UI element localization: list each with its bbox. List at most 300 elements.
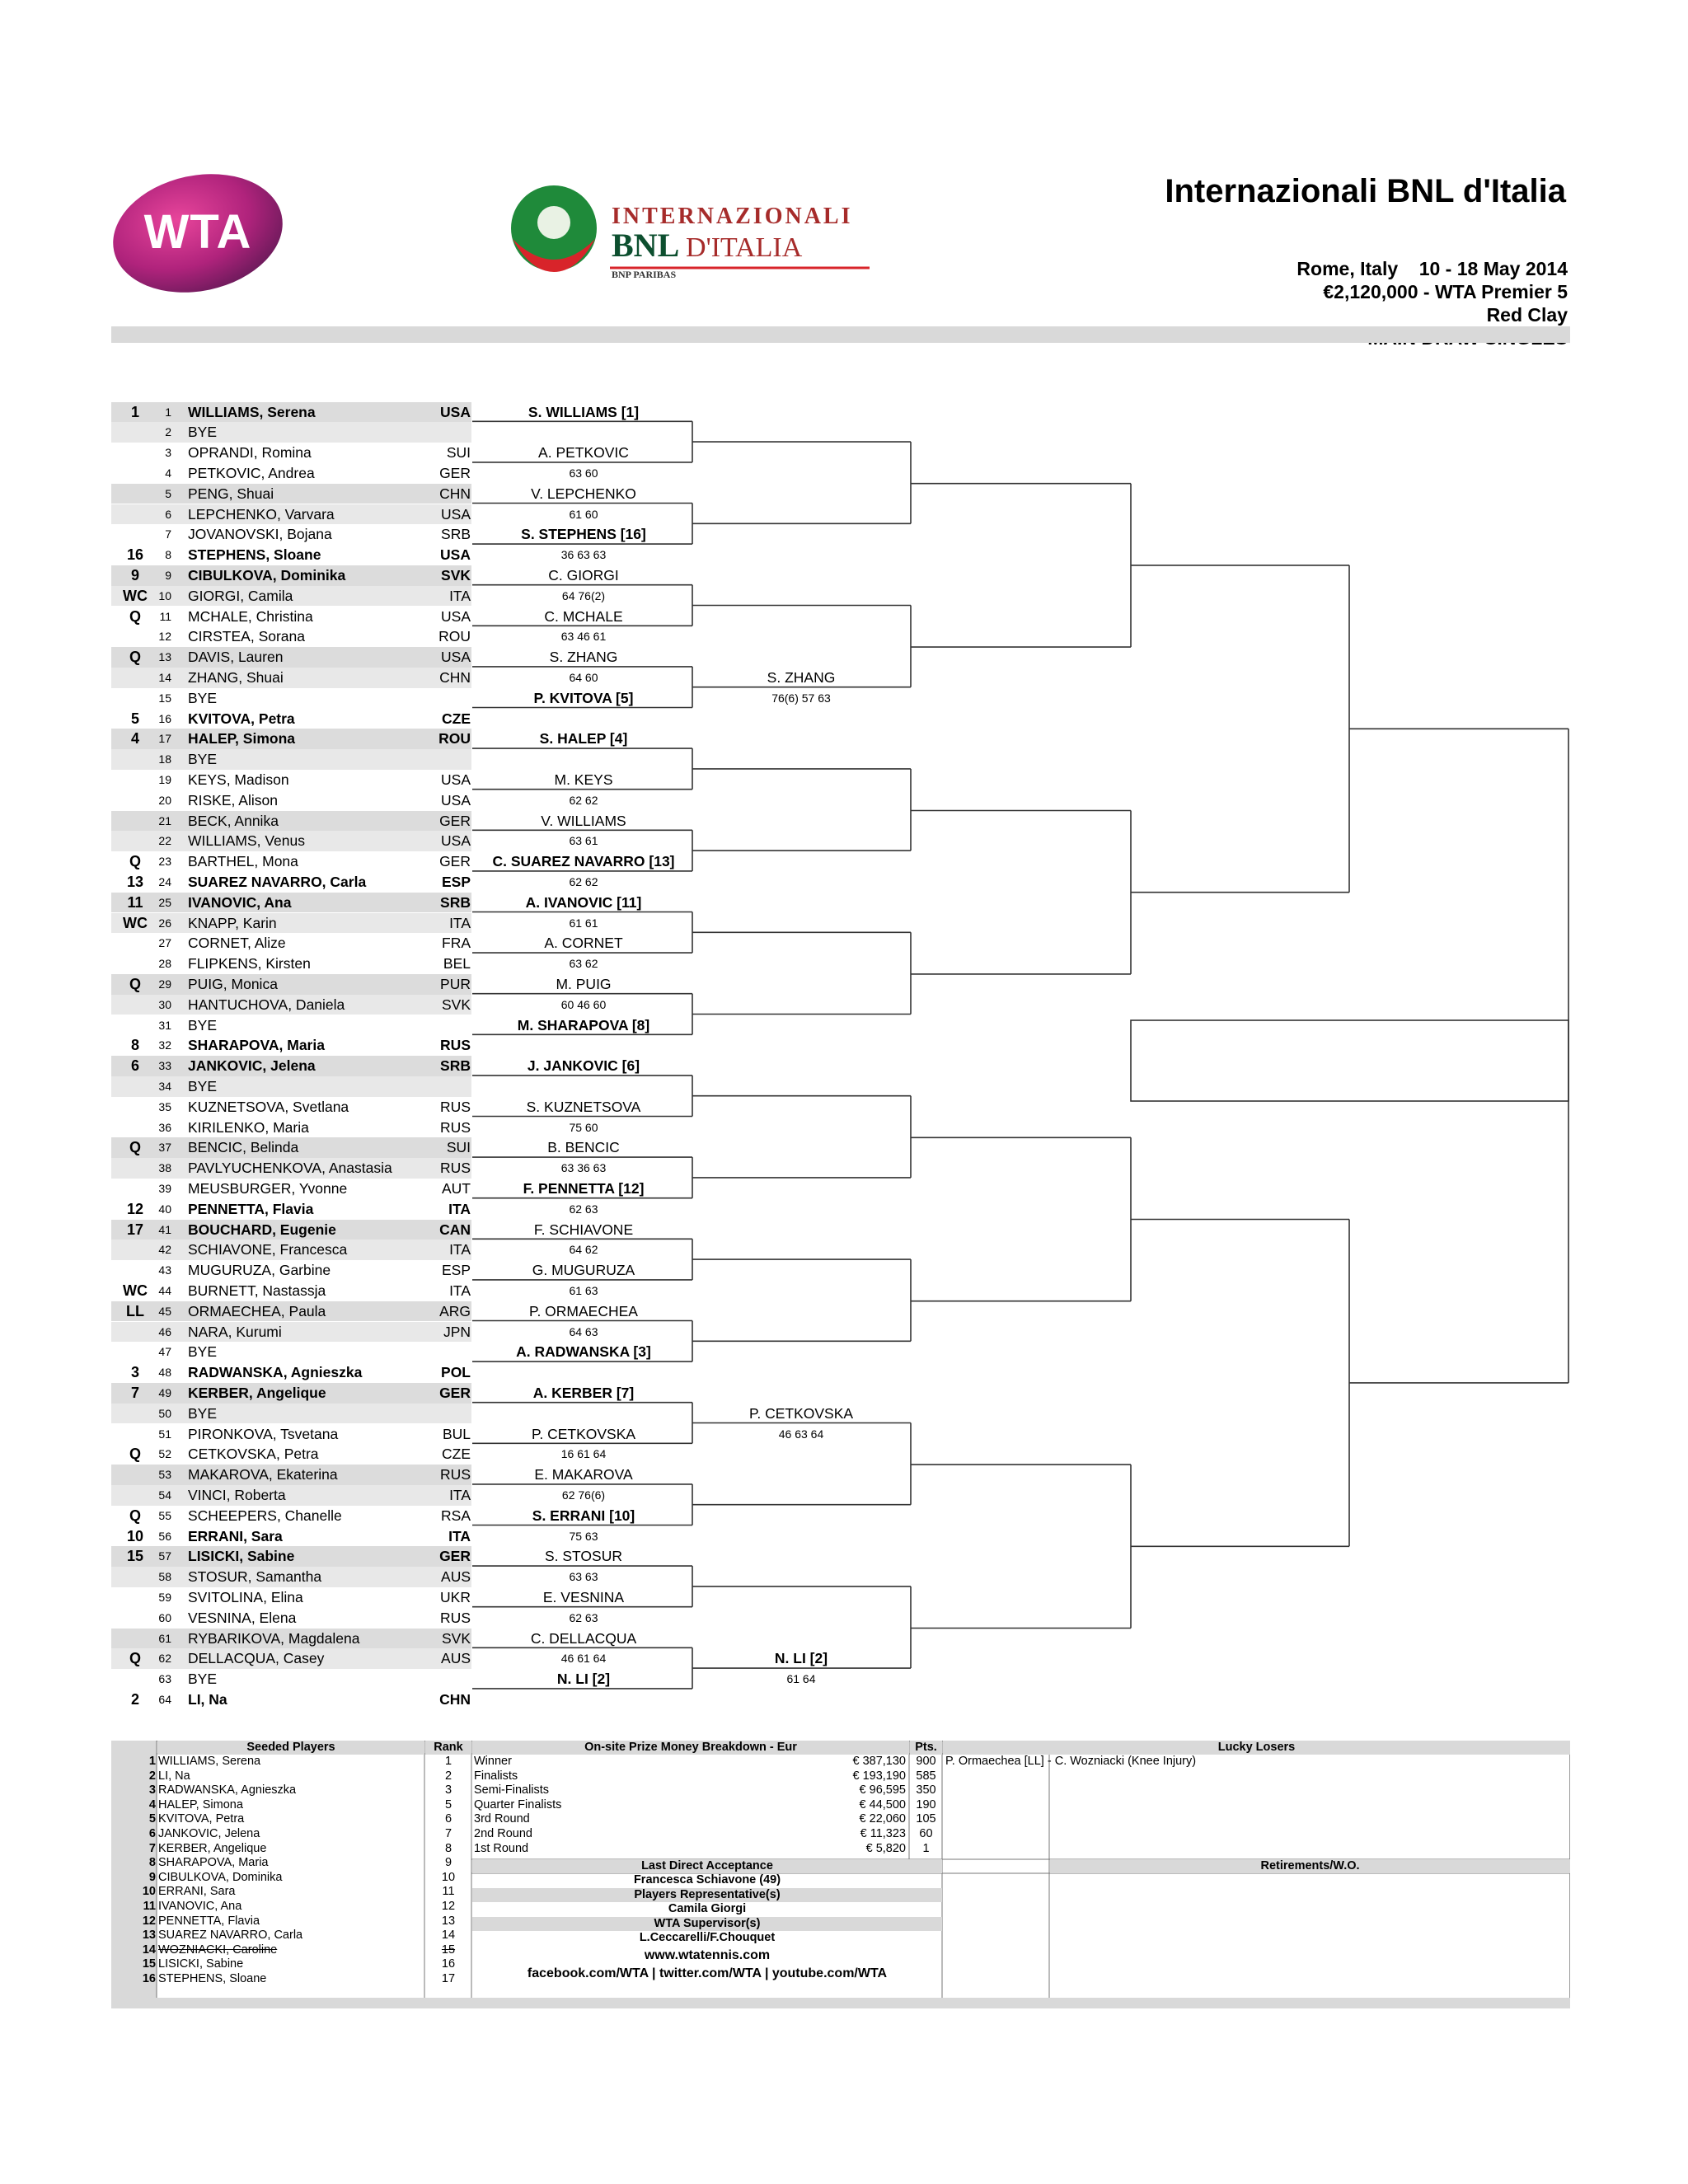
seed-rank: 1 — [444, 1755, 452, 1768]
player-country: RUS — [440, 1037, 471, 1054]
player-name: MCHALE, Christina — [188, 607, 313, 625]
seed-number: 9 — [148, 1870, 156, 1884]
tournament-logo-bnl: BNL — [612, 227, 678, 264]
player-country: ARG — [439, 1302, 471, 1319]
seed-label: 13 — [126, 873, 144, 890]
draw-position: 49 — [158, 1385, 171, 1399]
player-name: BENCIC, Belinda — [188, 1139, 299, 1156]
seed-rank: 16 — [441, 1957, 456, 1971]
draw-line — [0, 770, 478, 790]
seed-player: WOZNIACKI, Caroline — [158, 1943, 278, 1957]
draw-line — [0, 851, 478, 872]
player-country: ITA — [449, 1241, 471, 1258]
dates: 10 - 18 May 2014 — [1418, 258, 1568, 279]
player-country: ITA — [449, 587, 471, 604]
round1-winner: P. KVITOVA [5] — [533, 689, 634, 706]
tournament-logo-line1: INTERNAZIONALI — [612, 204, 853, 229]
prize-amount: € 387,130 — [852, 1755, 906, 1768]
player-country: ROU — [438, 628, 471, 645]
seed-rank: 10 — [441, 1870, 456, 1884]
draw-footer — [111, 1741, 1570, 2008]
player-name: WILLIAMS, Venus — [188, 832, 306, 850]
draw-position: 39 — [158, 1181, 171, 1195]
draw-line — [0, 1056, 478, 1076]
draw-line — [0, 1137, 478, 1158]
round1-winner: A. KERBER [7] — [532, 1384, 635, 1401]
retirements-label: Retirements/W.O. — [1050, 1859, 1570, 1873]
player-name: PENG, Shuai — [188, 485, 274, 502]
player-country: SVK — [441, 996, 471, 1013]
draw-position: 24 — [158, 874, 171, 888]
draw-position: 16 — [158, 711, 171, 725]
player-name: VESNINA, Elena — [188, 1609, 297, 1626]
draw-position: 52 — [158, 1447, 171, 1461]
draw-position: 11 — [159, 609, 171, 623]
round2-winner: N. LI [2] — [774, 1650, 828, 1667]
player-country: CZE — [442, 710, 471, 727]
player-country: USA — [441, 649, 471, 666]
seed-rank: 8 — [444, 1841, 452, 1855]
draw-line — [0, 607, 478, 627]
seed-player: WILLIAMS, Serena — [158, 1755, 261, 1768]
player-name: MUGURUZA, Garbine — [188, 1262, 331, 1279]
seed-number: 14 — [142, 1943, 156, 1957]
player-name: DELLACQUA, Casey — [188, 1650, 325, 1667]
player-country: GER — [439, 812, 471, 829]
draw-line — [0, 1118, 478, 1138]
draw-position: 62 — [158, 1652, 171, 1666]
player-country: ITA — [449, 1486, 471, 1503]
seed-label: WC — [123, 1282, 148, 1299]
draw-position: 41 — [158, 1222, 171, 1236]
round1-winner: A. RADWANSKA [3] — [516, 1343, 651, 1361]
round1-winner: P. CETKOVSKA — [531, 1425, 636, 1442]
draw-line — [0, 872, 478, 893]
draw-position: 50 — [158, 1406, 171, 1420]
prize-points: 105 — [916, 1812, 936, 1826]
seed-label: 3 — [130, 1364, 139, 1381]
pts-header: Pts. — [910, 1741, 942, 1755]
player-name: CORNET, Alize — [188, 935, 286, 952]
seed-player: SHARAPOVA, Maria — [158, 1856, 269, 1870]
player-country: JPN — [443, 1323, 471, 1340]
player-country: USA — [440, 403, 471, 420]
player-name: JOVANOVSKI, Bojana — [188, 526, 332, 543]
draw-line — [0, 1342, 478, 1362]
draw-line — [0, 1444, 478, 1465]
prize-points: 1 — [922, 1841, 930, 1855]
round1-winner: C. GIORGI — [548, 566, 619, 583]
supervisor-value: L.Ceccarelli/F.Chouquet — [639, 1931, 776, 1944]
player-country: SUI — [446, 1139, 471, 1156]
seed-rank: 3 — [444, 1783, 452, 1797]
seed-label: 9 — [130, 566, 139, 583]
draw-line — [0, 463, 478, 484]
draw-line — [0, 954, 478, 974]
prize-round: Semi-Finalists — [474, 1783, 550, 1797]
draw-line — [0, 688, 478, 709]
prize-points: 900 — [916, 1755, 936, 1768]
player-name: KNAPP, Karin — [188, 914, 277, 931]
round1-score: 64 63 — [569, 1324, 598, 1338]
draw-position: 38 — [158, 1161, 171, 1175]
seed-number: 5 — [148, 1812, 156, 1826]
draw-position: 6 — [165, 507, 171, 521]
location: Rome, Italy — [1296, 258, 1399, 279]
draw-position: 4 — [165, 466, 171, 480]
player-name: BYE — [188, 689, 218, 706]
player-name: LI, Na — [188, 1690, 227, 1708]
seed-label: WC — [123, 587, 148, 604]
player-country: USA — [441, 771, 471, 788]
player-name: PIRONKOVA, Tsvetana — [188, 1425, 339, 1442]
draw-line — [0, 1281, 478, 1301]
seeded-header: Seeded Players — [157, 1741, 424, 1755]
draw-position: 61 — [158, 1631, 171, 1645]
player-name: NARA, Kurumi — [188, 1323, 282, 1340]
round1-score: 60 46 60 — [560, 997, 607, 1011]
draw-position: 60 — [158, 1610, 171, 1624]
seed-player: KERBER, Angelique — [158, 1841, 267, 1855]
draw-position: 51 — [158, 1427, 171, 1441]
player-country: AUS — [441, 1650, 471, 1667]
round1-score: 62 63 — [569, 1610, 598, 1624]
player-country: AUS — [441, 1568, 471, 1586]
player-name: HALEP, Simona — [188, 730, 295, 748]
seed-player: JANKOVIC, Jelena — [158, 1827, 260, 1840]
lucky-losers: P. Ormaechea [LL] - C. Wozniacki (Knee Injury) — [945, 1755, 1197, 1768]
draw-line — [0, 668, 478, 688]
player-name: ORMAECHEA, Paula — [188, 1302, 326, 1319]
player-name: VINCI, Roberta — [188, 1486, 286, 1503]
seed-number: 4 — [148, 1797, 156, 1811]
draw-line — [0, 974, 478, 995]
player-name: BOUCHARD, Eugenie — [188, 1221, 336, 1238]
lucky-header: Lucky Losers — [943, 1741, 1570, 1755]
supervisor-label: WTA Supervisor(s) — [472, 1917, 942, 1931]
round1-winner: S. STOSUR — [544, 1548, 622, 1565]
player-name: DAVIS, Lauren — [188, 649, 284, 666]
round1-winner: M. KEYS — [554, 771, 613, 788]
player-country: ITA — [449, 914, 471, 931]
seed-label: 7 — [130, 1384, 139, 1401]
draw-position: 7 — [165, 527, 171, 541]
player-country: BEL — [443, 955, 471, 972]
round1-winner: S. WILLIAMS [1] — [528, 403, 640, 420]
prize-amount: € 44,500 — [859, 1797, 906, 1811]
draw-line — [0, 893, 478, 913]
prize-points: 190 — [916, 1797, 936, 1811]
draw-line — [0, 913, 478, 934]
draw-line — [0, 1587, 478, 1608]
player-country: CAN — [439, 1221, 471, 1238]
player-name: KERBER, Angelique — [188, 1384, 326, 1401]
player-name: ZHANG, Shuai — [188, 668, 284, 686]
tournament-logo-sponsor: BNP PARIBAS — [612, 269, 677, 280]
draw-position: 42 — [158, 1243, 171, 1257]
round1-score: 64 60 — [569, 670, 598, 684]
player-name: WILLIAMS, Serena — [188, 403, 316, 420]
draw-line — [0, 422, 478, 443]
draw-line — [0, 1015, 478, 1036]
draw-line — [0, 790, 478, 811]
draw-line — [0, 1546, 478, 1567]
player-name: RADWANSKA, Agnieszka — [188, 1364, 363, 1381]
round1-winner: E. MAKAROVA — [534, 1466, 633, 1483]
draw-line — [0, 586, 478, 607]
player-country: ROU — [438, 730, 471, 748]
player-country: USA — [441, 607, 471, 625]
player-country: POL — [441, 1364, 471, 1381]
player-name: SVITOLINA, Elina — [188, 1588, 303, 1605]
seed-number: 3 — [148, 1783, 156, 1797]
last-direct-value: Francesca Schiavone (49) — [633, 1873, 781, 1886]
draw-position: 47 — [158, 1345, 171, 1359]
draw-line — [0, 1076, 478, 1097]
draw-position: 20 — [158, 793, 171, 807]
player-name: RISKE, Alison — [188, 791, 278, 808]
player-country: USA — [440, 546, 471, 564]
seed-player: STEPHENS, Sloane — [158, 1972, 267, 1985]
player-country: RUS — [440, 1160, 471, 1177]
seed-label: 17 — [126, 1221, 144, 1238]
round1-score: 62 62 — [569, 874, 598, 888]
round1-winner: C. SUAREZ NAVARRO [13] — [492, 853, 675, 870]
draw-line — [0, 995, 478, 1015]
player-name: CIBULKOVA, Dominika — [188, 566, 346, 583]
seed-player: HALEP, Simona — [158, 1797, 243, 1811]
player-name: KUZNETSOVA, Svetlana — [188, 1098, 349, 1115]
seed-number: 13 — [142, 1929, 156, 1943]
player-name: KEYS, Madison — [188, 771, 289, 788]
draw-line — [0, 402, 478, 423]
seed-player: KVITOVA, Petra — [158, 1812, 245, 1826]
player-name: MEUSBURGER, Yvonne — [188, 1179, 348, 1197]
round1-winner: C. MCHALE — [544, 607, 623, 625]
prize-amount: € 96,595 — [859, 1783, 906, 1797]
prize-amount: € 11,323 — [860, 1827, 906, 1840]
round1-winner: F. PENNETTA [12] — [523, 1179, 645, 1197]
round1-score: 63 63 — [569, 1570, 598, 1584]
player-name: PUIG, Monica — [188, 975, 278, 992]
seed-rank: 5 — [444, 1797, 452, 1811]
player-country: USA — [441, 505, 471, 523]
player-name: BYE — [188, 1404, 218, 1422]
prize-round: Quarter Finalists — [474, 1797, 562, 1811]
player-name: BYE — [188, 424, 218, 441]
draw-line — [0, 565, 478, 586]
player-country: SVK — [441, 1629, 471, 1647]
prize-points: 350 — [916, 1783, 936, 1797]
round1-score: 64 76(2) — [561, 588, 606, 602]
draw-line — [0, 1260, 478, 1281]
prize-round: 2nd Round — [474, 1827, 532, 1840]
player-country: SVK — [441, 566, 471, 583]
round1-winner: S. ZHANG — [549, 649, 618, 666]
prize-header: On-site Prize Money Breakdown - Eur — [472, 1741, 909, 1755]
player-name: OPRANDI, Romina — [188, 444, 312, 462]
player-name: PAVLYUCHENKOVA, Anastasia — [188, 1160, 392, 1177]
round1-score: 63 62 — [569, 957, 598, 971]
round1-score: 62 76(6) — [561, 1488, 606, 1502]
draw-line — [0, 1362, 478, 1383]
round1-winner: S. KUZNETSOVA — [526, 1098, 641, 1115]
seed-player: IVANOVIC, Ana — [158, 1900, 242, 1913]
player-country: SRB — [441, 526, 471, 543]
round1-winner: F. SCHIAVONE — [533, 1221, 634, 1238]
seed-label: 12 — [126, 1200, 144, 1217]
round1-winner: V. LEPCHENKO — [531, 485, 636, 502]
player-country: USA — [441, 832, 471, 850]
players-rep-label: Players Representative(s) — [472, 1888, 942, 1902]
rank-header: Rank — [425, 1741, 471, 1755]
round1-score: 63 61 — [569, 834, 598, 848]
player-country: ITA — [448, 1527, 471, 1544]
round1-winner: E. VESNINA — [542, 1588, 625, 1605]
draw-position: 5 — [165, 486, 171, 500]
seed-label: 16 — [126, 546, 144, 564]
player-name: BYE — [188, 1016, 218, 1033]
draw-line — [0, 1669, 478, 1690]
prize-round: Winner — [474, 1755, 512, 1768]
draw-line — [0, 1179, 478, 1199]
player-country: RUS — [440, 1098, 471, 1115]
seed-number: 7 — [148, 1841, 156, 1855]
seed-number: 6 — [148, 1827, 156, 1840]
round1-score: 62 62 — [569, 793, 598, 807]
draw-position: 35 — [158, 1099, 171, 1113]
round1-winner: V. WILLIAMS — [541, 812, 626, 829]
round1-winner: B. BENCIC — [547, 1139, 620, 1156]
player-country: RUS — [440, 1118, 471, 1136]
seed-number: 11 — [143, 1900, 156, 1913]
player-name: BURNETT, Nastassja — [188, 1282, 326, 1299]
seed-rank: 2 — [444, 1769, 452, 1783]
draw-line — [0, 524, 478, 545]
seed-rank: 13 — [441, 1914, 456, 1928]
round1-winner: M. PUIG — [556, 975, 612, 992]
player-country: SUI — [446, 444, 471, 462]
round1-score: 64 62 — [569, 1243, 598, 1257]
draw-position: 40 — [158, 1202, 171, 1216]
player-country: CZE — [442, 1446, 471, 1463]
player-country: GER — [439, 1548, 471, 1565]
player-country: ITA — [448, 1200, 471, 1217]
draw-position: 17 — [158, 732, 171, 746]
round1-score: 63 36 63 — [560, 1161, 607, 1175]
draw-position: 28 — [158, 957, 171, 971]
draw-line — [0, 811, 478, 832]
draw-line — [0, 1629, 478, 1649]
draw-position: 53 — [158, 1468, 171, 1482]
seed-label: 10 — [126, 1527, 144, 1544]
round1-winner: A. CORNET — [544, 935, 623, 952]
draw-line — [0, 1690, 478, 1710]
draw-position: 26 — [158, 916, 171, 930]
seed-label: 8 — [130, 1037, 139, 1054]
player-country: CHN — [439, 668, 471, 686]
website: www.wtatennis.com — [644, 1948, 771, 1962]
seed-label: Q — [129, 1446, 141, 1463]
draw-line — [0, 1526, 478, 1547]
player-country: RUS — [440, 1466, 471, 1483]
seed-number: 16 — [142, 1972, 156, 1985]
round1-winner: J. JANKOVIC [6] — [527, 1057, 640, 1075]
draw-position: 18 — [158, 752, 171, 766]
round1-score: 61 60 — [569, 507, 598, 521]
player-name: KVITOVA, Petra — [188, 710, 295, 727]
player-country: RSA — [441, 1507, 471, 1524]
seed-label: 1 — [130, 403, 139, 420]
prize-amount: € 5,820 — [865, 1841, 906, 1855]
player-name: LISICKI, Sabine — [188, 1548, 295, 1565]
seed-player: CIBULKOVA, Dominika — [158, 1870, 283, 1884]
player-country: ESP — [441, 1262, 471, 1279]
draw-position: 56 — [158, 1529, 171, 1543]
player-name: BYE — [188, 751, 218, 768]
draw-line — [0, 709, 478, 729]
draw-position: 9 — [165, 568, 171, 582]
round1-score: 63 60 — [569, 466, 598, 480]
seed-rank: 12 — [441, 1900, 456, 1913]
round1-winner: C. DELLACQUA — [530, 1629, 637, 1647]
player-country: USA — [441, 791, 471, 808]
draw-line — [0, 1383, 478, 1404]
player-country: PUR — [440, 975, 471, 992]
player-country: RUS — [440, 1609, 471, 1626]
seed-label: 15 — [126, 1548, 144, 1565]
seed-number: 1 — [148, 1755, 156, 1768]
draw-position: 55 — [158, 1508, 171, 1522]
player-name: IVANOVIC, Ana — [188, 893, 292, 911]
player-country: CHN — [439, 1690, 471, 1708]
round1-score: 46 61 64 — [560, 1652, 607, 1666]
seed-label: Q — [129, 649, 141, 666]
draw-position: 36 — [158, 1120, 171, 1134]
seed-label: 11 — [127, 893, 143, 911]
round2-score: 46 63 64 — [778, 1427, 824, 1441]
round1-score: 61 61 — [569, 916, 598, 930]
draw-position: 12 — [158, 630, 171, 644]
player-name: STOSUR, Samantha — [188, 1568, 322, 1586]
draw-line — [0, 1465, 478, 1485]
draw-position: 8 — [165, 548, 171, 562]
draw-line — [0, 647, 478, 668]
prize-money: €2,120,000 - WTA Premier 5 — [1323, 281, 1568, 302]
prize-round: 1st Round — [474, 1841, 529, 1855]
player-country: GER — [439, 853, 471, 870]
draw-position: 29 — [158, 977, 171, 991]
draw-line — [0, 1035, 478, 1056]
seed-player: RADWANSKA, Agnieszka — [158, 1783, 297, 1797]
round1-winner: S. STEPHENS [16] — [521, 526, 646, 543]
draw-position: 25 — [158, 895, 171, 909]
seed-player: SUAREZ NAVARRO, Carla — [158, 1929, 303, 1943]
draw-position: 23 — [158, 855, 171, 869]
player-country: GER — [439, 464, 471, 481]
draw-line — [0, 1404, 478, 1424]
player-name: CIRSTEA, Sorana — [188, 628, 305, 645]
player-country: GER — [439, 1384, 471, 1401]
draw-position: 1 — [165, 405, 171, 419]
seed-label: Q — [129, 1650, 141, 1667]
seed-label: Q — [129, 1507, 141, 1524]
last-direct-label: Last Direct Acceptance — [472, 1859, 942, 1873]
player-name: SUAREZ NAVARRO, Carla — [188, 873, 367, 890]
draw-position: 33 — [158, 1059, 171, 1073]
player-country: SRB — [440, 1057, 471, 1075]
round1-winner: N. LI [2] — [556, 1671, 611, 1688]
